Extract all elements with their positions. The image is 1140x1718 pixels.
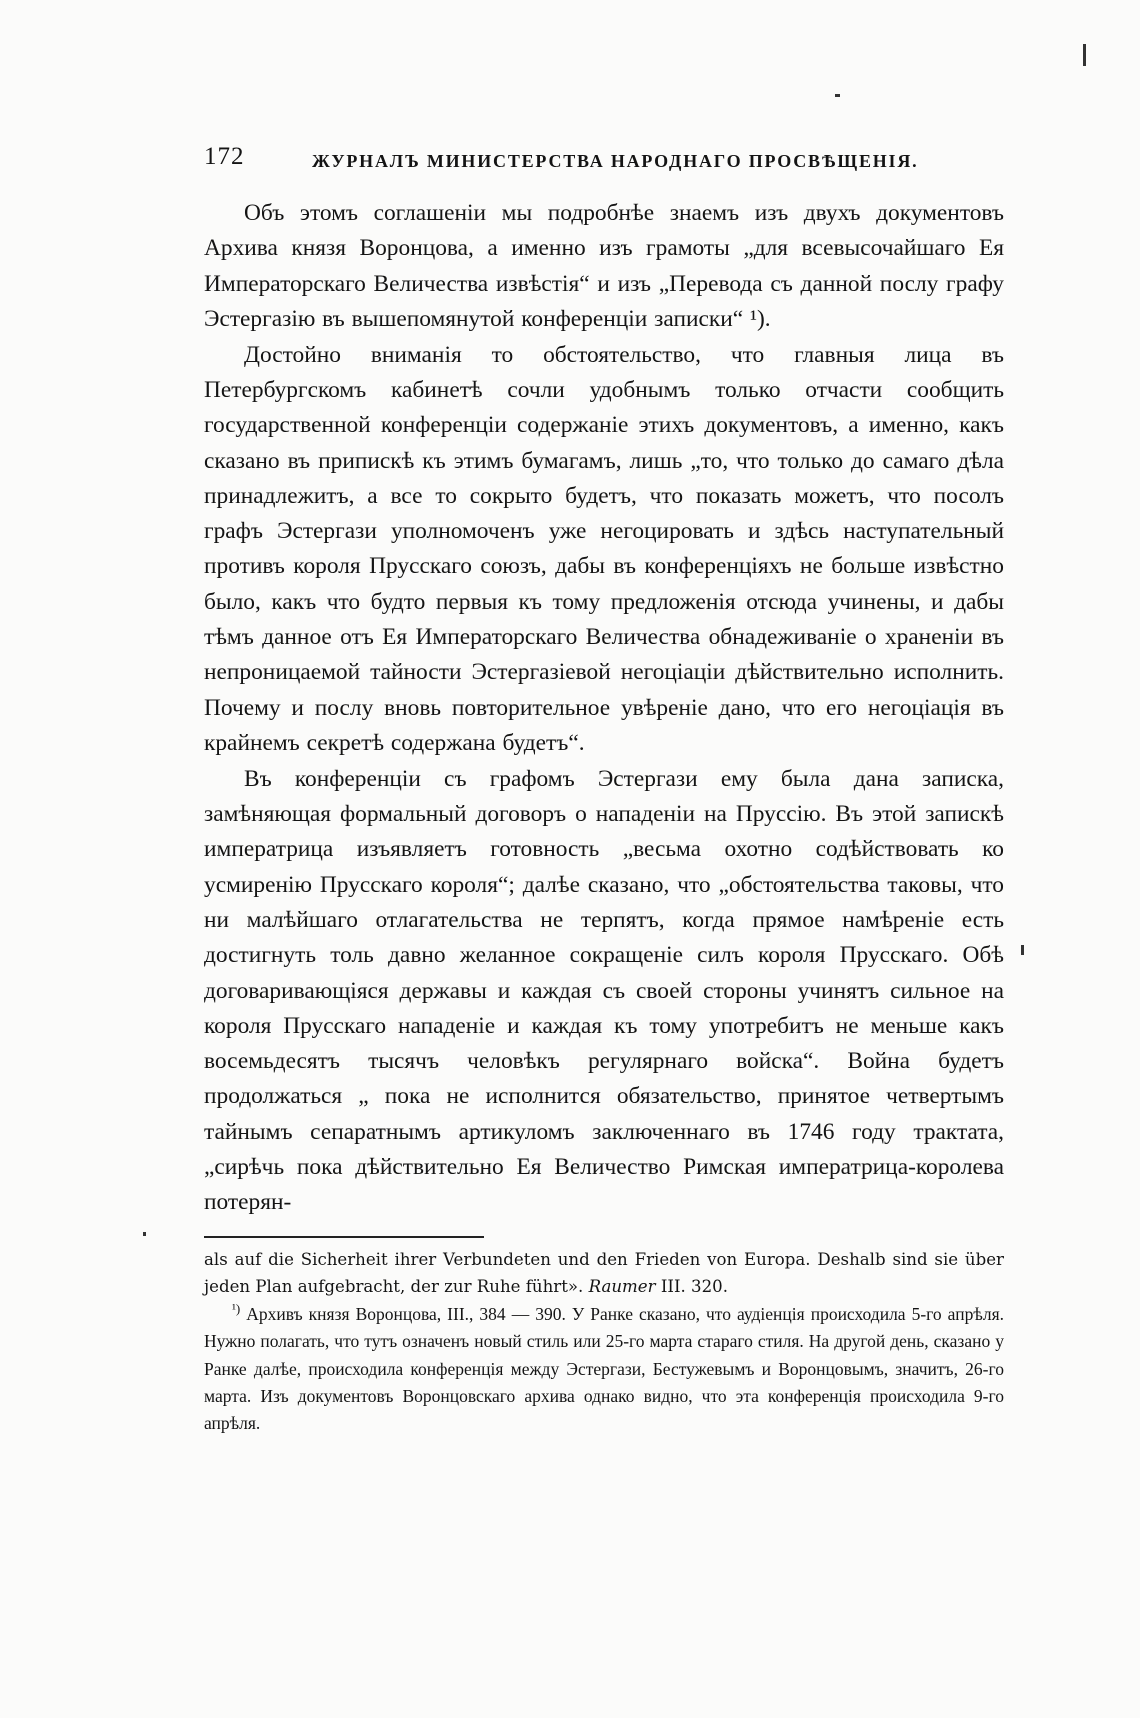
page-number: 172 [204,143,245,170]
scan-speck [1083,44,1086,66]
footnote-1-text: Архивъ князя Воронцова, III., 384 — 390. У Ранке сказано, что аудіенція происходила 5-го апрѣля. Нужно полагать, что тутъ означенъ новый стиль или 25-го марта стараго стиля. На другой день, сказано у Ранке далѣе, происходила конференція между Эстергази, Бестужевымъ и Воронцовымъ, значитъ, 26-го марта. Изъ документовъ Воронцовскаго архива однако видно, что эта конференція происходила 9-го апрѣля. [204,1303,1004,1434]
footnotes [204,1246,1004,1438]
footnote-reference: III. 320. [660,1277,728,1297]
footnote-divider [204,1236,484,1238]
paragraph-2: Достойно вниманія то обстоятельство, что главныя лица въ Петербургскомъ кабинетѣ сочли удобнымъ только отчасти сообщить государственной конференціи содержаніе этихъ документовъ, а именно, какъ сказано въ припискѣ къ этимъ бумагамъ, лишь „то, что только до самаго дѣла принадлежитъ, а все то сокрыто будетъ, что показать можетъ, что посолъ графъ Эстергази уполномоченъ уже негоцировать и здѣсь наступательный противъ короля Прусскаго союзъ, дабы въ конференціяхъ не больше извѣстно было, какъ что будто первыя къ тому предложенія отсюда учинены, и дабы тѣмъ данное отъ Ея Императорскаго Величества обнадеживаніе о храненіи въ непроницаемой тайности Эстергазіевой негоціаціи дѣйствительно исполнить. Почему и послу вновь повторительное увѣреніе дано, что его негоціація въ крайнемъ секретѣ содержана будетъ“. [204,341,1004,756]
scan-speck [835,94,840,97]
footnote-1 [204,1301,1004,1438]
main-text [204,196,1004,1221]
footnote-continuation [204,1246,1004,1301]
scan-speck [1021,945,1024,955]
footnote-marker: ¹) [232,1300,241,1316]
page-header [204,143,1004,183]
paragraph-1: Объ этомъ соглашеніи мы подробнѣе знаемъ изъ двухъ документовъ Архива князя Воронцова, а именно изъ грамоты „для всевысочайшаго Ея Императорскаго Величества извѣстія“ и изъ „Перевода съ данной послу графу Эстергазію въ вышепомянутой конференціи записки“ ¹). [204,200,1004,332]
running-head: ЖУРНАЛЪ МИНИСТЕРСТВА НАРОДНАГО ПРОСВѢЩЕНІЯ. [312,151,919,171]
scan-speck [143,1232,146,1236]
paragraph-3: Въ конференціи съ графомъ Эстергази ему была дана записка, замѣняющая формальный договоръ о нападеніи на Пруссію. Въ этой запискѣ императрица изъявляетъ готовность „весьма охотно содѣйствовать ко усмиренію Прусскаго короля“; далѣе сказано, что „обстоятельства таковы, что ни малѣйшаго отлагательства не терпятъ, когда прямое намѣреніе есть достигнуть толь давно желанное сокращеніе силъ короля Прусскаго. Обѣ договаривающіяся державы и каждая съ своей стороны учинятъ сильное на короля Прусскаго нападеніе и каждая къ тому употребитъ не меньше какъ восемьдесятъ тысячъ человѣкъ регулярнаго войска“. Война будетъ продолжаться „ пока не исполнится обязательство, принятое четвертымъ тайнымъ сепаратнымъ артикуломъ заключеннаго въ 1746 году трактата, „сирѣчь пока дѣйствительно Ея Величество Римская императрица-королева потерян- [204,765,1004,1216]
footnote-continuation-text: als auf die Sicherheit ihrer Verbundeten und den Frieden von Europa. Deshalb sind sie über jeden Plan aufgebracht, der zur Ruhe führt». [204,1250,1004,1297]
footnote-author: Raumer [588,1277,656,1297]
